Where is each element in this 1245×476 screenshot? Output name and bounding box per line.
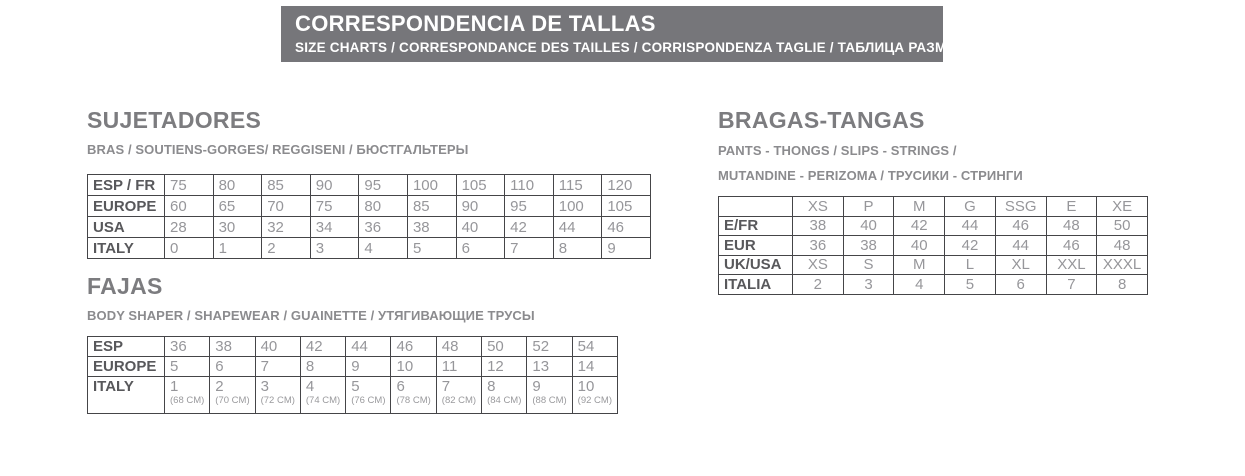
value-cell: 9 <box>602 238 651 259</box>
value-cell: 2 (70 CM) <box>210 377 255 414</box>
section-header-sujetadores <box>87 106 468 162</box>
pants-size-table <box>718 196 1148 295</box>
value-cell: 8 <box>1097 275 1148 295</box>
value-cell: 38 <box>793 216 844 236</box>
value-cell: 42 <box>945 236 996 256</box>
table-row <box>719 275 1148 295</box>
value-cell: 46 <box>1046 236 1097 256</box>
value-cell: 40 <box>843 216 894 236</box>
value-cell: 110 <box>505 175 554 196</box>
value-cell: 5 <box>407 238 456 259</box>
value-cell: 44 <box>346 337 391 357</box>
table-row <box>88 196 651 217</box>
row-label: EUROPE <box>88 357 165 377</box>
column-header-cell: P <box>843 197 894 217</box>
value-cell: S <box>843 255 894 275</box>
value-cell: 4 (74 CM) <box>300 377 345 414</box>
value-cell: 36 <box>165 337 210 357</box>
shapewear-size-table <box>87 336 618 414</box>
value-cell: 13 <box>527 357 572 377</box>
value-cell: 95 <box>505 196 554 217</box>
value-cell: 38 <box>210 337 255 357</box>
value-cell: 42 <box>505 217 554 238</box>
value-cell: 6 <box>210 357 255 377</box>
table-row <box>88 377 618 414</box>
value-cell: 40 <box>894 236 945 256</box>
row-label: EUROPE <box>88 196 165 217</box>
value-cell: L <box>945 255 996 275</box>
value-cell: 6 <box>456 238 505 259</box>
value-cell: 7 <box>1046 275 1097 295</box>
section-title-sujetadores: SUJETADORES <box>87 107 262 133</box>
value-cell: 52 <box>527 337 572 357</box>
value-cell: 120 <box>602 175 651 196</box>
value-cell: 85 <box>407 196 456 217</box>
table-header-row <box>719 197 1148 217</box>
value-cell: 46 <box>995 216 1046 236</box>
value-cell: 9 (88 CM) <box>527 377 572 414</box>
value-cell: 90 <box>456 196 505 217</box>
value-cell: 7 <box>505 238 554 259</box>
value-cell: 4 <box>359 238 408 259</box>
value-cell: XS <box>793 255 844 275</box>
value-cell: 80 <box>213 175 262 196</box>
table-row <box>719 216 1148 236</box>
value-cell: 50 <box>482 337 527 357</box>
value-cell: 42 <box>300 337 345 357</box>
value-cell: 44 <box>995 236 1046 256</box>
value-cell: 30 <box>213 217 262 238</box>
section-header-fajas <box>87 272 535 328</box>
value-cell: 48 <box>436 337 481 357</box>
value-cell: 38 <box>407 217 456 238</box>
value-cell: 50 <box>1097 216 1148 236</box>
value-cell: 3 (72 CM) <box>255 377 300 414</box>
value-cell: 44 <box>945 216 996 236</box>
table-row <box>88 238 651 259</box>
table-row <box>88 175 651 196</box>
value-cell: 100 <box>553 196 602 217</box>
section-subtitle-bragas <box>718 138 1023 188</box>
value-cell: 46 <box>602 217 651 238</box>
value-cell: 8 (84 CM) <box>482 377 527 414</box>
value-cell: 75 <box>165 175 214 196</box>
header-banner <box>281 6 986 62</box>
table-row <box>88 217 651 238</box>
value-cell: 48 <box>1097 236 1148 256</box>
value-cell: 5 <box>945 275 996 295</box>
section-subtitle-bragas-line1: PANTS - THONGS / SLIPS - STRINGS / <box>718 143 957 158</box>
value-cell: 12 <box>482 357 527 377</box>
value-cell: 5 <box>165 357 210 377</box>
value-cell: 1 <box>213 238 262 259</box>
row-label: UK/USA <box>719 255 793 275</box>
value-cell: 11 <box>436 357 481 377</box>
value-cell: 10 (92 CM) <box>572 377 617 414</box>
value-cell: 54 <box>572 337 617 357</box>
value-cell: 36 <box>359 217 408 238</box>
table-row <box>88 337 618 357</box>
value-cell: 44 <box>553 217 602 238</box>
value-cell: 46 <box>391 337 436 357</box>
value-cell: 3 <box>843 275 894 295</box>
value-cell: 2 <box>793 275 844 295</box>
value-cell: 28 <box>165 217 214 238</box>
value-cell: 105 <box>602 196 651 217</box>
value-cell: 6 <box>995 275 1046 295</box>
section-subtitle-sujetadores: BRAS / SOUTIENS-GORGES/ REGGISENI / БЮСТГАЛЬТЕРЫ <box>87 142 469 157</box>
bras-size-table <box>87 174 651 259</box>
value-cell: XXXL <box>1097 255 1148 275</box>
row-label: ESP <box>88 337 165 357</box>
section-subtitle-fajas: BODY SHAPER / SHAPEWEAR / GUAINETTE / УТЯГИВАЮЩИЕ ТРУСЫ <box>87 308 535 323</box>
table-row <box>719 255 1148 275</box>
value-cell: 32 <box>262 217 311 238</box>
value-cell: 1 (68 CM) <box>165 377 210 414</box>
value-cell: 95 <box>359 175 408 196</box>
column-header-cell: G <box>945 197 996 217</box>
value-cell: 75 <box>310 196 359 217</box>
value-cell: 6 (78 CM) <box>391 377 436 414</box>
value-cell: 80 <box>359 196 408 217</box>
value-cell: 9 <box>346 357 391 377</box>
value-cell: 70 <box>262 196 311 217</box>
value-cell: 5 (76 CM) <box>346 377 391 414</box>
row-label: E/FR <box>719 216 793 236</box>
section-subtitle-bragas-line2: MUTANDINE - PERIZOMA / ТРУСИКИ - СТРИНГИ <box>718 168 1023 183</box>
value-cell: M <box>894 255 945 275</box>
value-cell: XL <box>995 255 1046 275</box>
row-label: ESP / FR <box>88 175 165 196</box>
row-label: EUR <box>719 236 793 256</box>
value-cell: 65 <box>213 196 262 217</box>
value-cell: 34 <box>310 217 359 238</box>
value-cell: 2 <box>262 238 311 259</box>
value-cell: 40 <box>456 217 505 238</box>
page-title: CORRESPONDENCIA DE TALLAS <box>295 11 656 36</box>
page-subtitle: SIZE CHARTS / CORRESPONDANCE DES TAILLES / CORRISPONDENZA TAGLIE / ТАБЛИЦА РАЗМЕРОВ <box>295 40 986 55</box>
column-header-cell: SSG <box>995 197 1046 217</box>
column-header-cell: XS <box>793 197 844 217</box>
value-cell: 100 <box>407 175 456 196</box>
column-header-cell: M <box>894 197 945 217</box>
value-cell: 85 <box>262 175 311 196</box>
value-cell: 38 <box>843 236 894 256</box>
value-cell: 115 <box>553 175 602 196</box>
row-label: ITALY <box>88 377 165 414</box>
value-cell: 40 <box>255 337 300 357</box>
row-label: ITALIA <box>719 275 793 295</box>
value-cell: 90 <box>310 175 359 196</box>
row-label: ITALY <box>88 238 165 259</box>
value-cell: 8 <box>300 357 345 377</box>
value-cell: 0 <box>165 238 214 259</box>
value-cell: 7 <box>255 357 300 377</box>
column-header-cell: E <box>1046 197 1097 217</box>
value-cell: 60 <box>165 196 214 217</box>
value-cell: 7 (82 CM) <box>436 377 481 414</box>
value-cell: 105 <box>456 175 505 196</box>
value-cell: 14 <box>572 357 617 377</box>
value-cell: 10 <box>391 357 436 377</box>
column-header-cell: XE <box>1097 197 1148 217</box>
section-title-fajas: FAJAS <box>87 273 163 299</box>
table-row <box>719 236 1148 256</box>
value-cell: 4 <box>894 275 945 295</box>
table-row <box>88 357 618 377</box>
value-cell: 8 <box>553 238 602 259</box>
section-header-bragas <box>718 106 1023 188</box>
value-cell: 3 <box>310 238 359 259</box>
row-label: USA <box>88 217 165 238</box>
section-title-bragas: BRAGAS-TANGAS <box>718 107 925 133</box>
value-cell: 36 <box>793 236 844 256</box>
corner-cell <box>719 197 793 217</box>
value-cell: 42 <box>894 216 945 236</box>
value-cell: 48 <box>1046 216 1097 236</box>
value-cell: XXL <box>1046 255 1097 275</box>
